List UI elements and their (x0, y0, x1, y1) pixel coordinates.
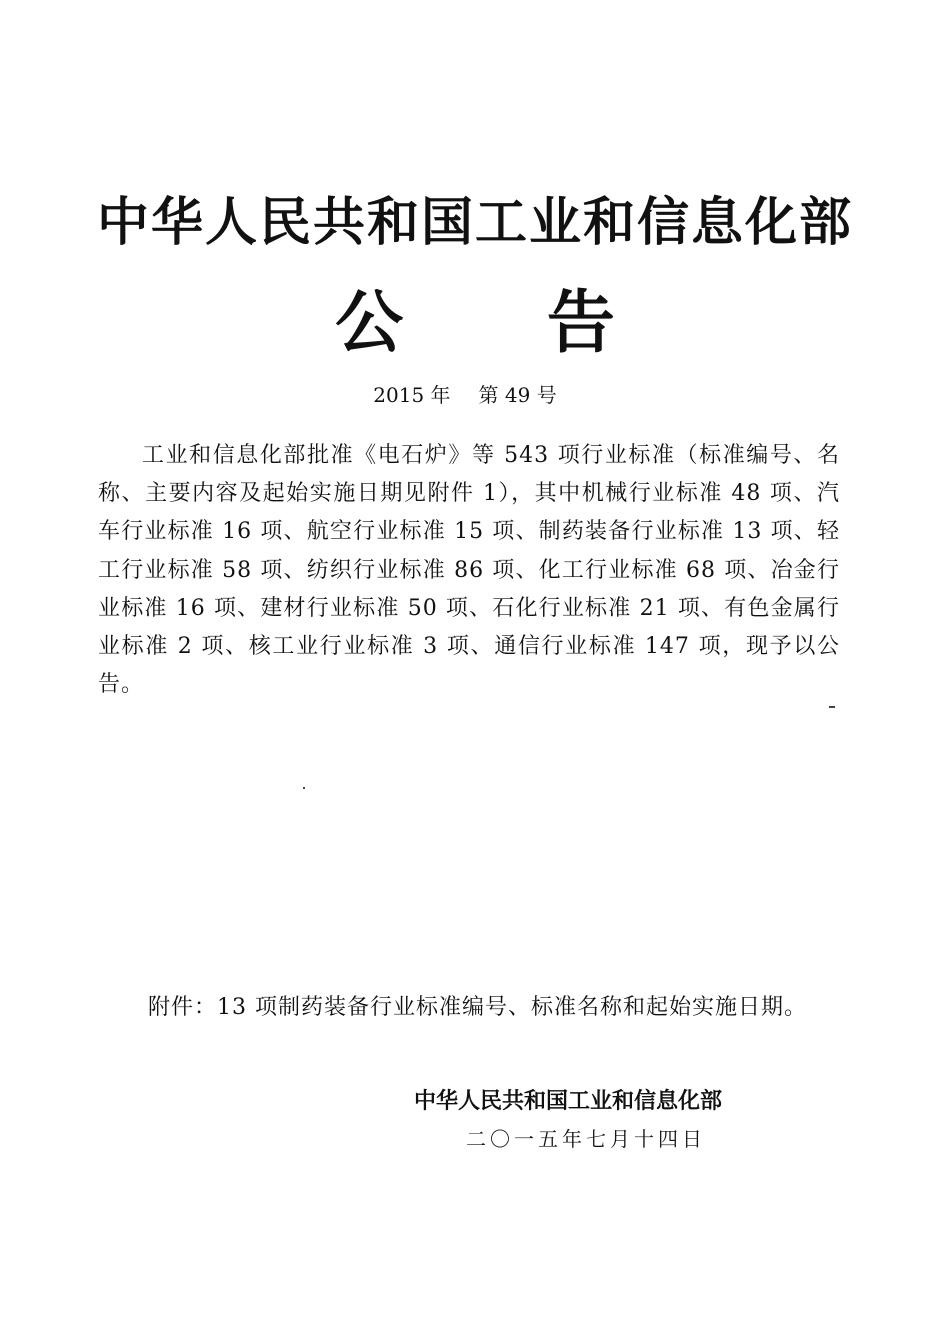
ministry-title: 中华人民共和国工业和信息化部 (96, 193, 853, 253)
attachment-note: 附件：13 项制药装备行业标准编号、标准名称和起始实施日期。 (148, 995, 807, 1020)
announcement-body: 工业和信息化部批准《电石炉》等 543 项行业标准（标准编号、名称、主要内容及起始实施日期见附件 1），其中机械行业标准 48 项、汽车行业标准 16 项、航空行业标准 15 项、制药装备行业标准 13 项、轻工行业标准 58 项、纺织行业标准 86 项、化工行业标准 68 项、冶金行业标准 16 项、建材行业标准 50 项、石化行业标准 21 项、有色金属行业标准 2 项、核工业行业标准 3 项、通信行业标准 147 项，现予以公告。 (98, 443, 840, 698)
signing-date: 二〇一五年七月十四日 (466, 1127, 706, 1151)
scan-speck (303, 787, 305, 789)
issue-number: 第 49 号 (478, 383, 557, 407)
signing-organization: 中华人民共和国工业和信息化部 (414, 1089, 723, 1114)
scan-speck (829, 706, 835, 708)
issue-line (0, 380, 930, 410)
issue-year: 2015 年 (373, 383, 451, 407)
notice-title: 公 告 (335, 284, 615, 363)
